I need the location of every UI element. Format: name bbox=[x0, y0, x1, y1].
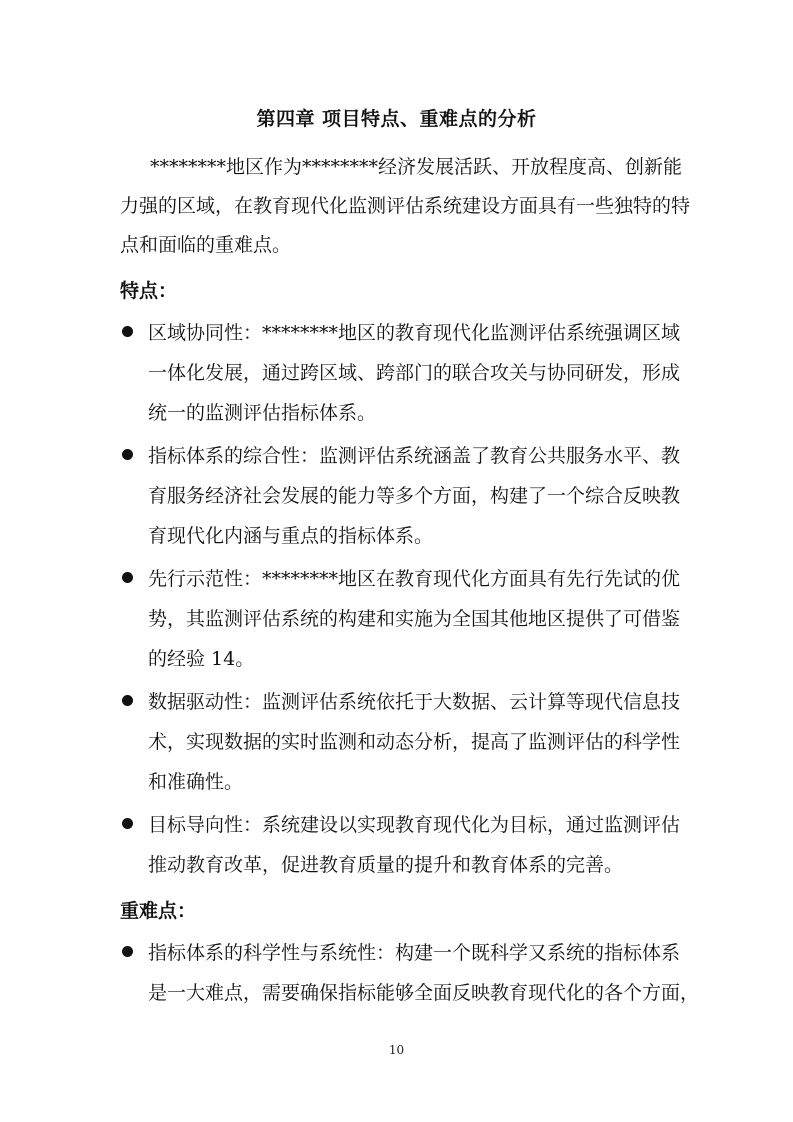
feature-line: 推动教育改革，促进教育质量的提升和教育体系的完善。 bbox=[148, 854, 624, 876]
feature-line: 一体化发展，通过跨区域、跨部门的联合攻关与协同研发，形成 bbox=[148, 362, 681, 384]
bullet-icon bbox=[122, 818, 133, 829]
difficulties-heading: 重难点： bbox=[120, 900, 197, 922]
page-number: 10 bbox=[388, 1043, 405, 1057]
intro-line: 点和面临的重难点。 bbox=[120, 234, 292, 256]
chapter-title: 第四章 项目特点、重难点的分析 bbox=[256, 108, 537, 130]
feature-line: 目标导向性：系统建设以实现教育现代化为目标，通过监测评估 bbox=[148, 814, 681, 836]
feature-line: 育现代化内涵与重点的指标体系。 bbox=[148, 525, 434, 547]
feature-line: 术，实现数据的实时监测和动态分析，提高了监测评估的科学性 bbox=[148, 731, 681, 753]
intro-line: 力强的区域，在教育现代化监测评估系统建设方面具有一些独特的特 bbox=[120, 195, 691, 217]
bullet-icon bbox=[122, 326, 133, 337]
feature-line: 区域协同性：********地区的教育现代化监测评估系统强调区域 bbox=[148, 322, 681, 344]
features-heading: 特点： bbox=[120, 280, 178, 302]
feature-line: 先行示范性：********地区在教育现代化方面具有先行先试的优 bbox=[148, 568, 681, 590]
feature-line: 势，其监测评估系统的构建和实施为全国其他地区提供了可借鉴 bbox=[148, 608, 681, 630]
feature-line: 和准确性。 bbox=[148, 771, 244, 793]
bullet-icon bbox=[122, 449, 133, 460]
difficulty-line: 是一大难点，需要确保指标能够全面反映教育现代化的各个方面， bbox=[148, 982, 700, 1004]
feature-line: 的经验 14。 bbox=[148, 648, 255, 670]
intro-line: ********地区作为********经济发展活跃、开放程度高、创新能 bbox=[150, 156, 683, 178]
bullet-icon bbox=[122, 695, 133, 706]
feature-line: 数据驱动性：监测评估系统依托于大数据、云计算等现代信息技 bbox=[148, 691, 681, 713]
bullet-icon bbox=[122, 946, 133, 957]
feature-line: 统一的监测评估指标体系。 bbox=[148, 402, 377, 424]
difficulty-line: 指标体系的科学性与系统性：构建一个既科学又系统的指标体系 bbox=[148, 942, 681, 964]
feature-line: 指标体系的综合性：监测评估系统涵盖了教育公共服务水平、教 bbox=[148, 445, 681, 467]
bullet-icon bbox=[122, 572, 133, 583]
feature-line: 育服务经济社会发展的能力等多个方面，构建了一个综合反映教 bbox=[148, 485, 681, 507]
